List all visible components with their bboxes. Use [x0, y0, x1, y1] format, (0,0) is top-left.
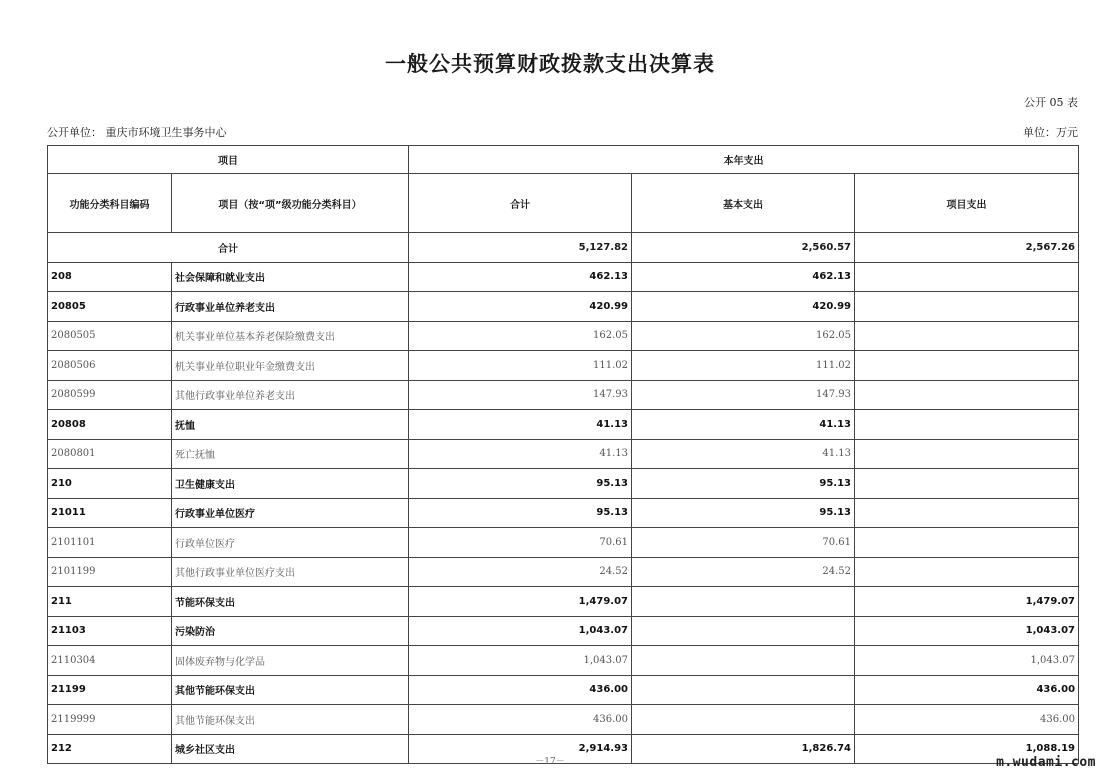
row-total: 1,043.07: [409, 616, 632, 646]
header-row-1: [48, 146, 1079, 174]
row-code: 210: [48, 469, 172, 499]
row-basic: [632, 587, 855, 617]
row-name: 行政单位医疗: [172, 528, 409, 558]
row-project: 1,088.19: [855, 734, 1079, 764]
row-basic: 1,826.74: [632, 734, 855, 764]
row-basic: [632, 705, 855, 735]
table-row: [48, 646, 1079, 676]
publishing-unit: 公开单位： 重庆市环境卫生事务中心: [47, 126, 227, 139]
header-project-expenditure: 项目支出: [855, 174, 1079, 233]
row-code: 2101101: [48, 528, 172, 558]
row-project: [855, 557, 1079, 587]
table-row: [48, 557, 1079, 587]
row-code: 20805: [48, 292, 172, 322]
row-name: 污染防治: [172, 616, 409, 646]
table-row: [48, 351, 1079, 381]
table-row: [48, 380, 1079, 410]
row-code: 21199: [48, 675, 172, 705]
row-total: 1,479.07: [409, 587, 632, 617]
row-basic: 24.52: [632, 557, 855, 587]
table-row: [48, 469, 1079, 499]
row-basic: 70.61: [632, 528, 855, 558]
row-total: 1,043.07: [409, 646, 632, 676]
row-basic: 147.93: [632, 380, 855, 410]
row-project: [855, 410, 1079, 440]
row-code: 2080505: [48, 321, 172, 351]
row-project: 1,043.07: [855, 646, 1079, 676]
header-row-2: [48, 174, 1079, 233]
table-row: [48, 439, 1079, 469]
row-code: 2101199: [48, 557, 172, 587]
row-basic: 95.13: [632, 469, 855, 499]
total-label: 合计: [48, 233, 409, 263]
row-name: 其他节能环保支出: [172, 705, 409, 735]
site-watermark: m.wudami.com: [996, 755, 1096, 770]
row-total: 2,914.93: [409, 734, 632, 764]
page-number: －17－: [535, 757, 565, 767]
row-basic: 41.13: [632, 439, 855, 469]
row-name: 其他行政事业单位医疗支出: [172, 557, 409, 587]
row-total: 147.93: [409, 380, 632, 410]
row-project: [855, 262, 1079, 292]
row-name: 行政事业单位养老支出: [172, 292, 409, 322]
row-total: 162.05: [409, 321, 632, 351]
row-code: 20808: [48, 410, 172, 440]
row-name: 卫生健康支出: [172, 469, 409, 499]
table-row: [48, 616, 1079, 646]
row-total: 24.52: [409, 557, 632, 587]
row-code: 2110304: [48, 646, 172, 676]
row-total: 462.13: [409, 262, 632, 292]
row-total: 420.99: [409, 292, 632, 322]
row-basic: [632, 646, 855, 676]
row-code: 211: [48, 587, 172, 617]
header-item: 项目（按“项”级功能分类科目）: [172, 174, 409, 233]
form-number: 公开 05 表: [1024, 96, 1078, 109]
row-basic: 420.99: [632, 292, 855, 322]
header-basic: 基本支出: [632, 174, 855, 233]
row-code: 21011: [48, 498, 172, 528]
row-code: 2080506: [48, 351, 172, 381]
row-project: [855, 321, 1079, 351]
row-name: 机关事业单位基本养老保险缴费支出: [172, 321, 409, 351]
row-basic: 95.13: [632, 498, 855, 528]
row-name: 城乡社区支出: [172, 734, 409, 764]
row-name: 死亡抚恤: [172, 439, 409, 469]
row-basic: 162.05: [632, 321, 855, 351]
table-row: [48, 262, 1079, 292]
row-basic: 41.13: [632, 410, 855, 440]
page-title: 一般公共预算财政拨款支出决算表: [385, 52, 715, 76]
row-project: [855, 439, 1079, 469]
row-project: [855, 498, 1079, 528]
expenditure-table: [47, 145, 1079, 764]
total-sum: 5,127.82: [409, 233, 632, 263]
header-current-year: 本年支出: [409, 146, 1079, 174]
row-name: 其他节能环保支出: [172, 675, 409, 705]
total-row: [48, 233, 1079, 263]
currency-unit: 单位：万元: [1023, 126, 1078, 139]
row-project: [855, 292, 1079, 322]
table-row: [48, 321, 1079, 351]
table-row: [48, 528, 1079, 558]
row-project: [855, 351, 1079, 381]
row-code: 2080801: [48, 439, 172, 469]
row-name: 行政事业单位医疗: [172, 498, 409, 528]
table-row: [48, 410, 1079, 440]
row-name: 抚恤: [172, 410, 409, 440]
row-name: 机关事业单位职业年金缴费支出: [172, 351, 409, 381]
header-code: 功能分类科目编码: [48, 174, 172, 233]
row-total: 70.61: [409, 528, 632, 558]
row-total: 41.13: [409, 410, 632, 440]
row-basic: [632, 616, 855, 646]
row-basic: [632, 675, 855, 705]
row-code: 208: [48, 262, 172, 292]
row-code: 21103: [48, 616, 172, 646]
table-row: [48, 705, 1079, 735]
table-row: [48, 498, 1079, 528]
row-project: 1,479.07: [855, 587, 1079, 617]
row-project: [855, 469, 1079, 499]
table-row: [48, 587, 1079, 617]
row-project: 436.00: [855, 675, 1079, 705]
row-total: 111.02: [409, 351, 632, 381]
row-project: 1,043.07: [855, 616, 1079, 646]
total-basic: 2,560.57: [632, 233, 855, 263]
row-code: 2119999: [48, 705, 172, 735]
row-total: 436.00: [409, 705, 632, 735]
table-row: [48, 675, 1079, 705]
row-total: 436.00: [409, 675, 632, 705]
row-total: 95.13: [409, 498, 632, 528]
row-total: 95.13: [409, 469, 632, 499]
row-name: 其他行政事业单位养老支出: [172, 380, 409, 410]
row-project: [855, 528, 1079, 558]
header-project: 项目: [48, 146, 409, 174]
row-name: 固体废弃物与化学品: [172, 646, 409, 676]
row-total: 41.13: [409, 439, 632, 469]
header-total: 合计: [409, 174, 632, 233]
row-name: 节能环保支出: [172, 587, 409, 617]
row-basic: 111.02: [632, 351, 855, 381]
row-project: 436.00: [855, 705, 1079, 735]
row-project: [855, 380, 1079, 410]
row-code: 2080599: [48, 380, 172, 410]
row-code: 212: [48, 734, 172, 764]
row-name: 社会保障和就业支出: [172, 262, 409, 292]
row-basic: 462.13: [632, 262, 855, 292]
total-project: 2,567.26: [855, 233, 1079, 263]
table-row: [48, 292, 1079, 322]
